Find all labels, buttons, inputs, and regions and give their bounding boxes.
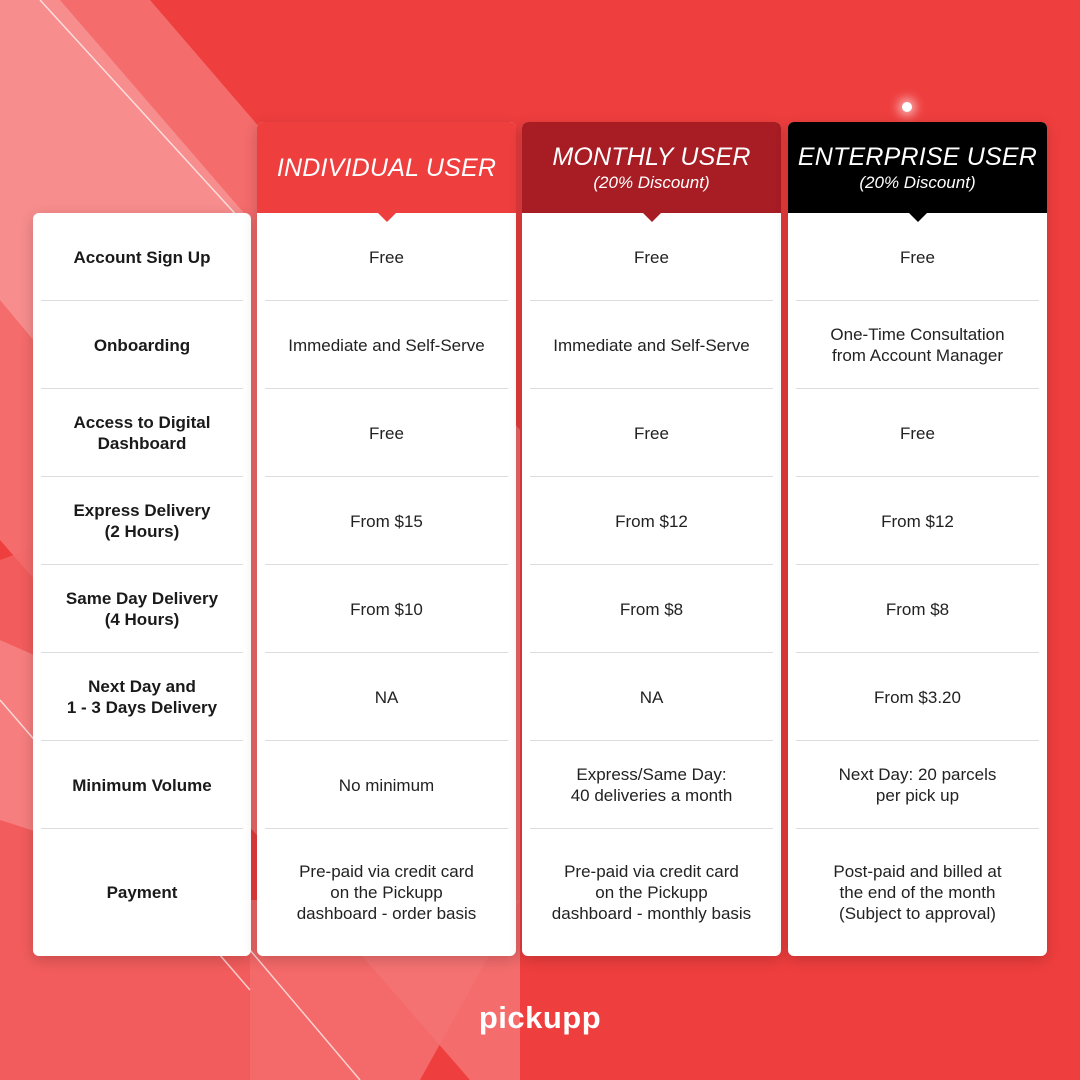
plan-cell [257,477,516,565]
row-label-text: Express Delivery (2 Hours) [73,501,211,541]
plan-cell [257,301,516,389]
plan-header-monthly [522,122,781,213]
plan-title: ENTERPRISE USER [797,142,1038,171]
plan-cell [522,389,781,477]
plan-cell [788,653,1047,741]
row-label-text: Minimum Volume [72,775,212,795]
plan-cell [522,477,781,565]
row-label [33,829,251,956]
plan-subtitle: (20% Discount) [593,172,710,192]
plan-cell [522,301,781,389]
cell-text: Free [634,247,669,267]
cell-text: From $8 [619,599,684,619]
plan-cell [788,741,1047,829]
plan-column-enterprise [788,122,1047,956]
cell-text: From $15 [350,511,423,531]
row-label-text: Payment [106,883,178,902]
plan-column-individual [257,122,516,956]
pickupp-logo: pickupp [478,1000,602,1035]
plan-cell [788,565,1047,653]
cell-text: Post-paid and billed at the end of the month (Subject to approval) [833,862,1002,923]
cell-text: From $12 [615,511,688,531]
cell-text: NA [374,687,399,707]
cell-text: From $12 [881,511,954,531]
plan-cell [788,213,1047,301]
plan-cell [788,829,1047,956]
cell-text: No minimum [338,775,435,795]
sparkle-decoration [902,102,912,112]
plan-cell [257,213,516,301]
cell-text: Pre-paid via credit card on the Pickupp dashboard - monthly basis [551,862,752,923]
plan-cell [522,213,781,301]
plan-cell [257,829,516,956]
cell-text: From $10 [350,599,423,619]
plan-title: MONTHLY USER [552,142,751,171]
row-label [33,653,251,741]
plan-cell [788,389,1047,477]
row-label [33,301,251,389]
row-label-text: Account Sign Up [73,247,211,267]
plan-cell [257,653,516,741]
cell-text: Next Day: 20 parcels per pick up [838,765,997,805]
plan-cell [522,565,781,653]
plan-subtitle: (20% Discount) [859,172,976,192]
row-label-panel [33,213,251,956]
cell-text: Free [634,423,669,443]
row-label [33,389,251,477]
cell-text: Free [900,247,935,267]
cell-text: From $3.20 [874,687,961,707]
cell-text: Express/Same Day: 40 deliveries a month [570,765,733,805]
row-label-text: Next Day and 1 - 3 Days Delivery [66,677,218,717]
row-label-text: Access to Digital Dashboard [73,413,211,453]
cell-text: NA [639,687,664,707]
cell-text: Free [369,423,404,443]
plan-header-individual [257,122,516,213]
plan-cell [522,829,781,956]
plan-cell [788,477,1047,565]
row-label-text: Onboarding [93,335,191,355]
row-label [33,213,251,301]
cell-text: Free [369,247,404,267]
plan-header-enterprise [788,122,1047,213]
plan-cell [788,301,1047,389]
cell-text: Pre-paid via credit card on the Pickupp dashboard - order basis [296,862,477,923]
plan-cell [257,741,516,829]
row-label [33,565,251,653]
row-label-text: Same Day Delivery (4 Hours) [65,589,219,629]
plan-title: INDIVIDUAL USER [276,153,497,182]
cell-text: One-Time Consultation from Account Manager [830,325,1005,365]
plan-cell [257,565,516,653]
plan-cell [522,653,781,741]
cell-text: Free [900,423,935,443]
cell-text: Immediate and Self-Serve [553,335,750,355]
row-label [33,477,251,565]
plan-cell [257,389,516,477]
row-label [33,741,251,829]
cell-text: Immediate and Self-Serve [288,335,485,355]
plan-cell [522,741,781,829]
cell-text: From $8 [885,599,950,619]
plan-column-monthly [522,122,781,956]
